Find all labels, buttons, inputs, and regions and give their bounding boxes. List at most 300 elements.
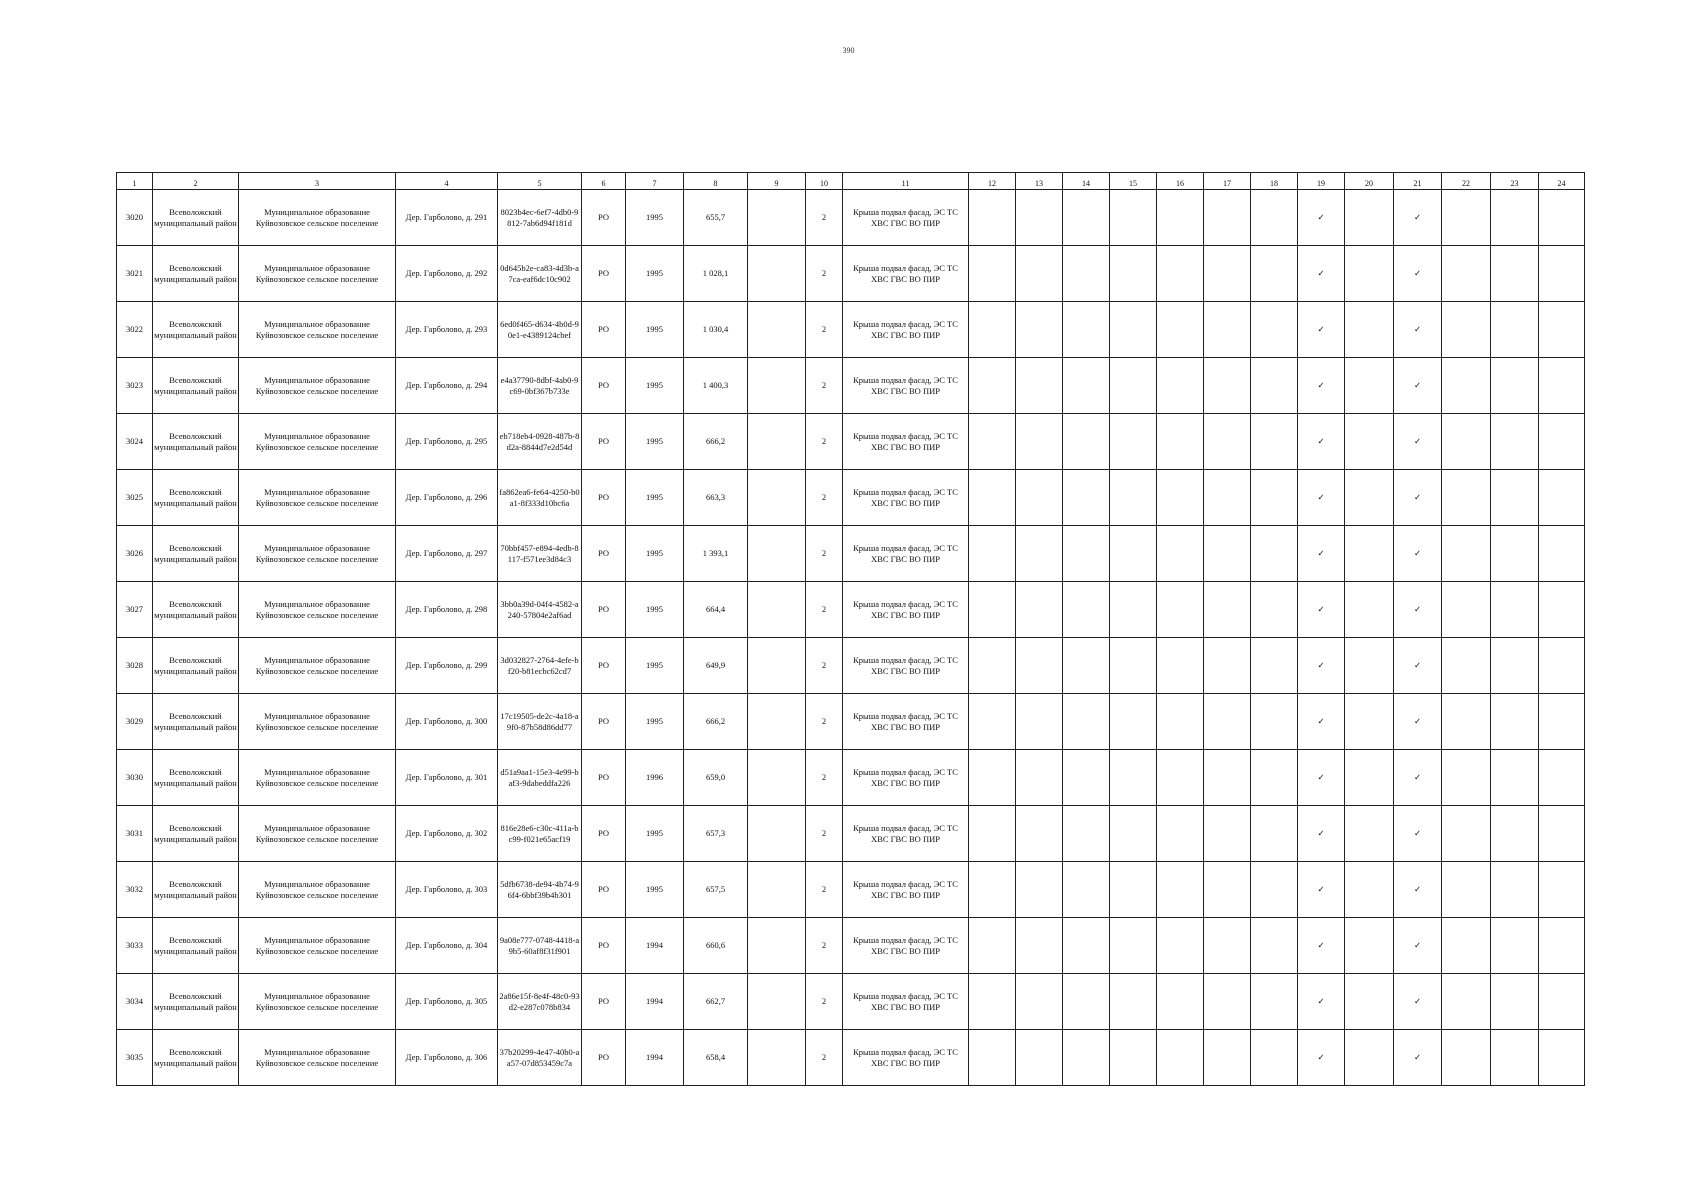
row-number: 3023 (117, 358, 153, 414)
district-cell: Всеволожский муниципальный район (153, 1030, 239, 1086)
col15-cell (1110, 750, 1157, 806)
col22-cell (1442, 862, 1491, 918)
year-cell: 1995 (626, 582, 684, 638)
col21-check: ✓ (1394, 358, 1442, 414)
col12-cell (969, 358, 1016, 414)
column-header-11: 11 (843, 173, 969, 190)
col10-cell: 2 (806, 414, 843, 470)
col12-cell (969, 806, 1016, 862)
object-code-cell: 5dfb6738-de94-4b74-96f4-6bbf39b4b301 (498, 862, 582, 918)
column-header-15: 15 (1110, 173, 1157, 190)
col21-check: ✓ (1394, 750, 1442, 806)
col23-cell (1491, 806, 1539, 862)
col21-check: ✓ (1394, 1030, 1442, 1086)
col16-cell (1157, 1030, 1204, 1086)
col18-cell (1251, 470, 1298, 526)
col24-cell (1539, 750, 1585, 806)
col14-cell (1063, 358, 1110, 414)
col9-cell (748, 582, 806, 638)
table-row (117, 582, 1585, 638)
object-code-cell: 9a08e777-0748-4418-a9b5-60af8f31f901 (498, 918, 582, 974)
col13-cell (1016, 582, 1063, 638)
col14-cell (1063, 638, 1110, 694)
col20-cell (1345, 246, 1394, 302)
management-type-cell: РО (582, 1030, 626, 1086)
col16-cell (1157, 526, 1204, 582)
column-header-16: 16 (1157, 173, 1204, 190)
table-row (117, 358, 1585, 414)
table-row (117, 638, 1585, 694)
object-code-cell: 816e28e6-c30c-411a-bc99-f021e65acf19 (498, 806, 582, 862)
col22-cell (1442, 974, 1491, 1030)
col12-cell (969, 918, 1016, 974)
municipality-cell: Муниципальное образование Куйвозовское сельское поселение (239, 582, 396, 638)
col12-cell (969, 974, 1016, 1030)
column-header-23: 23 (1491, 173, 1539, 190)
col21-check: ✓ (1394, 414, 1442, 470)
col14-cell (1063, 694, 1110, 750)
area-cell: 659,0 (684, 750, 748, 806)
col21-check: ✓ (1394, 246, 1442, 302)
area-cell: 666,2 (684, 414, 748, 470)
col9-cell (748, 190, 806, 246)
district-cell: Всеволожский муниципальный район (153, 806, 239, 862)
column-header-8: 8 (684, 173, 748, 190)
col9-cell (748, 414, 806, 470)
col24-cell (1539, 358, 1585, 414)
col13-cell (1016, 694, 1063, 750)
col24-cell (1539, 246, 1585, 302)
col13-cell (1016, 190, 1063, 246)
column-header-9: 9 (748, 173, 806, 190)
column-header-21: 21 (1394, 173, 1442, 190)
col18-cell (1251, 190, 1298, 246)
year-cell: 1994 (626, 974, 684, 1030)
col9-cell (748, 862, 806, 918)
col14-cell (1063, 302, 1110, 358)
col12-cell (969, 414, 1016, 470)
col9-cell (748, 750, 806, 806)
col17-cell (1204, 1030, 1251, 1086)
address-cell: Дер. Гарболово, д. 292 (396, 246, 498, 302)
col24-cell (1539, 526, 1585, 582)
col22-cell (1442, 246, 1491, 302)
col18-cell (1251, 246, 1298, 302)
col17-cell (1204, 750, 1251, 806)
col13-cell (1016, 302, 1063, 358)
col23-cell (1491, 974, 1539, 1030)
col18-cell (1251, 526, 1298, 582)
col20-cell (1345, 526, 1394, 582)
col13-cell (1016, 414, 1063, 470)
col14-cell (1063, 190, 1110, 246)
col24-cell (1539, 470, 1585, 526)
column-header-1: 1 (117, 173, 153, 190)
col10-cell: 2 (806, 526, 843, 582)
col19-check: ✓ (1298, 806, 1345, 862)
col12-cell (969, 526, 1016, 582)
col12-cell (969, 190, 1016, 246)
col14-cell (1063, 470, 1110, 526)
col16-cell (1157, 974, 1204, 1030)
col18-cell (1251, 750, 1298, 806)
col24-cell (1539, 302, 1585, 358)
col9-cell (748, 526, 806, 582)
row-number: 3032 (117, 862, 153, 918)
col10-cell: 2 (806, 806, 843, 862)
col18-cell (1251, 1030, 1298, 1086)
works-list-cell: Крыша подвал фасад, ЭС ТС ХВС ГВС ВО ПИР (843, 470, 969, 526)
area-cell: 655,7 (684, 190, 748, 246)
address-cell: Дер. Гарболово, д. 299 (396, 638, 498, 694)
object-code-cell: 0d645b2e-ca83-4d3b-a7ca-eaf6dc10c902 (498, 246, 582, 302)
address-cell: Дер. Гарболово, д. 294 (396, 358, 498, 414)
col9-cell (748, 694, 806, 750)
works-list-cell: Крыша подвал фасад, ЭС ТС ХВС ГВС ВО ПИР (843, 806, 969, 862)
col16-cell (1157, 358, 1204, 414)
col16-cell (1157, 190, 1204, 246)
col21-check: ✓ (1394, 638, 1442, 694)
column-header-18: 18 (1251, 173, 1298, 190)
col17-cell (1204, 470, 1251, 526)
district-cell: Всеволожский муниципальный район (153, 750, 239, 806)
column-header-4: 4 (396, 173, 498, 190)
col14-cell (1063, 246, 1110, 302)
row-number: 3020 (117, 190, 153, 246)
management-type-cell: РО (582, 470, 626, 526)
col16-cell (1157, 750, 1204, 806)
works-list-cell: Крыша подвал фасад, ЭС ТС ХВС ГВС ВО ПИР (843, 358, 969, 414)
col17-cell (1204, 862, 1251, 918)
col21-check: ✓ (1394, 918, 1442, 974)
col23-cell (1491, 918, 1539, 974)
object-code-cell: 3d032827-2764-4efe-bf20-b81ecbc62cd7 (498, 638, 582, 694)
address-cell: Дер. Гарболово, д. 293 (396, 302, 498, 358)
col18-cell (1251, 582, 1298, 638)
col22-cell (1442, 190, 1491, 246)
object-code-cell: 3bb0a39d-04f4-4582-a240-57804e2af6ad (498, 582, 582, 638)
col17-cell (1204, 694, 1251, 750)
table-row (117, 190, 1585, 246)
municipality-cell: Муниципальное образование Куйвозовское сельское поселение (239, 862, 396, 918)
object-code-cell: 70bbf457-e894-4edb-8117-f571ee3d84c3 (498, 526, 582, 582)
area-cell: 1 393,1 (684, 526, 748, 582)
col24-cell (1539, 638, 1585, 694)
area-cell: 664,4 (684, 582, 748, 638)
object-code-cell: fa862ea6-fe64-4250-b0a1-8f333d10bc6a (498, 470, 582, 526)
col14-cell (1063, 526, 1110, 582)
address-cell: Дер. Гарболово, д. 296 (396, 470, 498, 526)
col20-cell (1345, 190, 1394, 246)
col19-check: ✓ (1298, 190, 1345, 246)
column-header-14: 14 (1063, 173, 1110, 190)
col18-cell (1251, 694, 1298, 750)
col16-cell (1157, 582, 1204, 638)
col23-cell (1491, 246, 1539, 302)
table-row (117, 414, 1585, 470)
row-number: 3034 (117, 974, 153, 1030)
column-header-20: 20 (1345, 173, 1394, 190)
col17-cell (1204, 246, 1251, 302)
col10-cell: 2 (806, 918, 843, 974)
municipality-cell: Муниципальное образование Куйвозовское сельское поселение (239, 470, 396, 526)
area-cell: 1 030,4 (684, 302, 748, 358)
col18-cell (1251, 302, 1298, 358)
column-header-3: 3 (239, 173, 396, 190)
table-body (117, 190, 1585, 1086)
district-cell: Всеволожский муниципальный район (153, 582, 239, 638)
col16-cell (1157, 246, 1204, 302)
col9-cell (748, 918, 806, 974)
municipality-cell: Муниципальное образование Куйвозовское сельское поселение (239, 694, 396, 750)
area-cell: 657,3 (684, 806, 748, 862)
col13-cell (1016, 806, 1063, 862)
table-row (117, 974, 1585, 1030)
col15-cell (1110, 358, 1157, 414)
col15-cell (1110, 526, 1157, 582)
municipality-cell: Муниципальное образование Куйвозовское сельское поселение (239, 918, 396, 974)
address-cell: Дер. Гарболово, д. 306 (396, 1030, 498, 1086)
col22-cell (1442, 470, 1491, 526)
column-header-10: 10 (806, 173, 843, 190)
municipality-cell: Муниципальное образование Куйвозовское сельское поселение (239, 806, 396, 862)
year-cell: 1995 (626, 470, 684, 526)
management-type-cell: РО (582, 414, 626, 470)
col22-cell (1442, 414, 1491, 470)
col20-cell (1345, 414, 1394, 470)
col19-check: ✓ (1298, 302, 1345, 358)
column-header-24: 24 (1539, 173, 1585, 190)
object-code-cell: d51a9aa1-15e3-4e99-baf3-9dabeddfa226 (498, 750, 582, 806)
address-cell: Дер. Гарболово, д. 301 (396, 750, 498, 806)
row-number: 3027 (117, 582, 153, 638)
col20-cell (1345, 806, 1394, 862)
col15-cell (1110, 190, 1157, 246)
col15-cell (1110, 1030, 1157, 1086)
year-cell: 1994 (626, 1030, 684, 1086)
municipality-cell: Муниципальное образование Куйвозовское сельское поселение (239, 302, 396, 358)
col20-cell (1345, 918, 1394, 974)
col15-cell (1110, 918, 1157, 974)
municipality-cell: Муниципальное образование Куйвозовское сельское поселение (239, 750, 396, 806)
col13-cell (1016, 862, 1063, 918)
col23-cell (1491, 694, 1539, 750)
col13-cell (1016, 638, 1063, 694)
col14-cell (1063, 806, 1110, 862)
col22-cell (1442, 694, 1491, 750)
col15-cell (1110, 862, 1157, 918)
table-row (117, 806, 1585, 862)
municipality-cell: Муниципальное образование Куйвозовское сельское поселение (239, 414, 396, 470)
col24-cell (1539, 918, 1585, 974)
table-row (117, 470, 1585, 526)
col13-cell (1016, 358, 1063, 414)
table-row (117, 694, 1585, 750)
col17-cell (1204, 806, 1251, 862)
col20-cell (1345, 1030, 1394, 1086)
year-cell: 1995 (626, 302, 684, 358)
col24-cell (1539, 190, 1585, 246)
page-number: 390 (842, 46, 855, 55)
management-type-cell: РО (582, 358, 626, 414)
col20-cell (1345, 358, 1394, 414)
area-cell: 658,4 (684, 1030, 748, 1086)
column-header-6: 6 (582, 173, 626, 190)
col9-cell (748, 302, 806, 358)
col23-cell (1491, 526, 1539, 582)
management-type-cell: РО (582, 694, 626, 750)
col18-cell (1251, 638, 1298, 694)
col24-cell (1539, 582, 1585, 638)
area-cell: 663,3 (684, 470, 748, 526)
col16-cell (1157, 638, 1204, 694)
year-cell: 1995 (626, 638, 684, 694)
col9-cell (748, 806, 806, 862)
row-number: 3024 (117, 414, 153, 470)
management-type-cell: РО (582, 526, 626, 582)
col17-cell (1204, 414, 1251, 470)
col20-cell (1345, 694, 1394, 750)
municipality-cell: Муниципальное образование Куйвозовское сельское поселение (239, 190, 396, 246)
works-list-cell: Крыша подвал фасад, ЭС ТС ХВС ГВС ВО ПИР (843, 190, 969, 246)
area-cell: 1 028,1 (684, 246, 748, 302)
col13-cell (1016, 918, 1063, 974)
col21-check: ✓ (1394, 582, 1442, 638)
table-row (117, 918, 1585, 974)
col19-check: ✓ (1298, 358, 1345, 414)
col14-cell (1063, 750, 1110, 806)
col24-cell (1539, 1030, 1585, 1086)
col10-cell: 2 (806, 638, 843, 694)
col10-cell: 2 (806, 190, 843, 246)
col10-cell: 2 (806, 750, 843, 806)
col13-cell (1016, 750, 1063, 806)
col24-cell (1539, 694, 1585, 750)
year-cell: 1995 (626, 414, 684, 470)
year-cell: 1995 (626, 806, 684, 862)
col17-cell (1204, 358, 1251, 414)
col24-cell (1539, 414, 1585, 470)
year-cell: 1995 (626, 694, 684, 750)
col24-cell (1539, 806, 1585, 862)
col19-check: ✓ (1298, 918, 1345, 974)
col22-cell (1442, 638, 1491, 694)
year-cell: 1995 (626, 246, 684, 302)
address-cell: Дер. Гарболово, д. 295 (396, 414, 498, 470)
col21-check: ✓ (1394, 470, 1442, 526)
district-cell: Всеволожский муниципальный район (153, 862, 239, 918)
table-row (117, 526, 1585, 582)
col12-cell (969, 470, 1016, 526)
col16-cell (1157, 302, 1204, 358)
col18-cell (1251, 974, 1298, 1030)
col10-cell: 2 (806, 694, 843, 750)
col16-cell (1157, 694, 1204, 750)
col12-cell (969, 302, 1016, 358)
management-type-cell: РО (582, 638, 626, 694)
municipality-cell: Муниципальное образование Куйвозовское сельское поселение (239, 358, 396, 414)
col9-cell (748, 246, 806, 302)
col23-cell (1491, 582, 1539, 638)
col21-check: ✓ (1394, 974, 1442, 1030)
row-number: 3021 (117, 246, 153, 302)
col21-check: ✓ (1394, 694, 1442, 750)
object-code-cell: 37b20299-4e47-40b0-aa57-07d853459c7a (498, 1030, 582, 1086)
col19-check: ✓ (1298, 582, 1345, 638)
municipality-cell: Муниципальное образование Куйвозовское сельское поселение (239, 638, 396, 694)
table-row (117, 862, 1585, 918)
row-number: 3035 (117, 1030, 153, 1086)
col20-cell (1345, 302, 1394, 358)
col16-cell (1157, 470, 1204, 526)
works-list-cell: Крыша подвал фасад, ЭС ТС ХВС ГВС ВО ПИР (843, 638, 969, 694)
col17-cell (1204, 974, 1251, 1030)
col19-check: ✓ (1298, 470, 1345, 526)
col22-cell (1442, 918, 1491, 974)
col17-cell (1204, 918, 1251, 974)
col22-cell (1442, 1030, 1491, 1086)
col15-cell (1110, 638, 1157, 694)
col23-cell (1491, 302, 1539, 358)
col14-cell (1063, 918, 1110, 974)
col19-check: ✓ (1298, 246, 1345, 302)
row-number: 3033 (117, 918, 153, 974)
col19-check: ✓ (1298, 1030, 1345, 1086)
col22-cell (1442, 806, 1491, 862)
district-cell: Всеволожский муниципальный район (153, 246, 239, 302)
district-cell: Всеволожский муниципальный район (153, 190, 239, 246)
table-row (117, 750, 1585, 806)
column-header-22: 22 (1442, 173, 1491, 190)
col15-cell (1110, 246, 1157, 302)
col19-check: ✓ (1298, 750, 1345, 806)
col19-check: ✓ (1298, 414, 1345, 470)
col20-cell (1345, 862, 1394, 918)
col12-cell (969, 750, 1016, 806)
object-code-cell: 6ed0f465-d634-4b0d-90e1-e4389124cbef (498, 302, 582, 358)
works-list-cell: Крыша подвал фасад, ЭС ТС ХВС ГВС ВО ПИР (843, 582, 969, 638)
col13-cell (1016, 470, 1063, 526)
col10-cell: 2 (806, 470, 843, 526)
object-code-cell: 8023b4ec-6ef7-4db0-9812-7ab6d94f181d (498, 190, 582, 246)
column-header-17: 17 (1204, 173, 1251, 190)
district-cell: Всеволожский муниципальный район (153, 918, 239, 974)
column-header-7: 7 (626, 173, 684, 190)
column-header-5: 5 (498, 173, 582, 190)
col16-cell (1157, 918, 1204, 974)
col19-check: ✓ (1298, 638, 1345, 694)
col16-cell (1157, 862, 1204, 918)
address-cell: Дер. Гарболово, д. 303 (396, 862, 498, 918)
col9-cell (748, 358, 806, 414)
col10-cell: 2 (806, 582, 843, 638)
row-number: 3028 (117, 638, 153, 694)
year-cell: 1994 (626, 918, 684, 974)
col15-cell (1110, 582, 1157, 638)
col24-cell (1539, 862, 1585, 918)
row-number: 3022 (117, 302, 153, 358)
works-list-cell: Крыша подвал фасад, ЭС ТС ХВС ГВС ВО ПИР (843, 862, 969, 918)
address-cell: Дер. Гарболово, д. 302 (396, 806, 498, 862)
col12-cell (969, 1030, 1016, 1086)
district-cell: Всеволожский муниципальный район (153, 414, 239, 470)
header-row (117, 173, 1585, 190)
col9-cell (748, 974, 806, 1030)
column-header-12: 12 (969, 173, 1016, 190)
col18-cell (1251, 358, 1298, 414)
col18-cell (1251, 414, 1298, 470)
works-list-cell: Крыша подвал фасад, ЭС ТС ХВС ГВС ВО ПИР (843, 750, 969, 806)
